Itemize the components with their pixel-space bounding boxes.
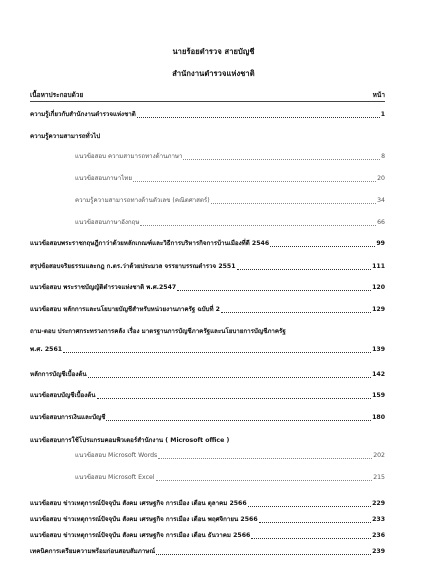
toc-header-divider xyxy=(30,101,385,102)
toc-entry-page: 239 xyxy=(372,548,385,555)
toc-entry-page: 202 xyxy=(373,452,385,459)
dot-leader xyxy=(221,312,371,313)
toc-entry xyxy=(30,532,385,540)
toc-entry-label: แนวข้อสอบ ความสามารถทางด้านภาษา xyxy=(75,153,183,160)
toc-entry-page: 180 xyxy=(372,414,385,421)
dot-leader xyxy=(248,506,371,507)
dot-leader xyxy=(133,181,376,182)
dot-leader xyxy=(140,225,376,226)
toc-header-contents: เนื้อหาประกอบด้วย xyxy=(30,91,84,99)
toc-entry-page: 229 xyxy=(372,500,385,507)
toc-entry-page: 139 xyxy=(372,346,385,353)
dot-leader xyxy=(183,159,380,160)
toc-entry xyxy=(30,371,385,379)
toc-entry-label: แนวข้อสอบพระราชกฤษฎีกาว่าด้วยหลักเกณฑ์และวิธีการบริหารกิจการบ้านเมืองที่ดี 2546 xyxy=(30,240,270,247)
dot-leader xyxy=(177,290,371,291)
toc-entry-label: แนวข้อสอบ Microsoft Excel xyxy=(75,474,155,481)
toc-entry-page: 142 xyxy=(372,371,385,378)
toc-entry-page: 66 xyxy=(377,219,385,226)
toc-entry xyxy=(30,284,385,292)
dot-leader xyxy=(270,246,375,247)
toc-entry-page: 215 xyxy=(373,474,385,481)
dot-leader xyxy=(137,117,380,118)
toc-sub-entry xyxy=(75,219,385,227)
toc-entry-label: พ.ศ. 2561 xyxy=(30,346,63,353)
toc-entry-label: ความรู้เกี่ยวกับสำนักงานตำรวจแห่งชาติ xyxy=(30,111,136,118)
toc-entry-page: 1 xyxy=(380,111,385,118)
toc-entry-label: แนวข้อสอบ พระราชบัญญัติตำรวจแห่งชาติ พ.ศ.2547 xyxy=(30,284,177,291)
toc-entry-label: แนวข้อสอบ ข่าวเหตุการณ์ปัจจุบัน สังคม เศรษฐกิจ การเมือง เดือน ธันวาคม 2566 xyxy=(30,532,251,539)
dot-leader xyxy=(211,203,376,204)
toc-entry-page: 120 xyxy=(372,284,385,291)
toc-entry-label: เทคนิคการเตรียมความพร้อมก่อนสอบสัมภาษณ์ xyxy=(30,548,156,555)
toc-header xyxy=(30,90,385,100)
toc-entry-label: แนวข้อสอบบัญชีเบื้องต้น xyxy=(30,392,96,399)
toc-entry-label: แนวข้อสอบการเงินและบัญชี xyxy=(30,414,106,421)
toc-entry xyxy=(30,548,385,556)
toc-sub-entry xyxy=(75,197,385,205)
toc-section-heading: ความรู้ความสามารถทั่วไป xyxy=(30,133,101,140)
toc-entry-page: 34 xyxy=(377,197,385,204)
toc-entry-label: แนวข้อสอบภาษาอังกฤษ xyxy=(75,219,140,226)
document-title: นายร้อยตำรวจ สายบัญชี xyxy=(172,47,255,56)
toc-entry-page: 20 xyxy=(377,175,385,182)
toc-entry xyxy=(30,111,385,119)
toc-entry xyxy=(30,346,385,354)
toc-sub-entry xyxy=(75,452,385,460)
toc-entry-label: แนวข้อสอบ ข่าวเหตุการณ์ปัจจุบัน สังคม เศรษฐกิจ การเมือง เดือน พฤศจิกายน 2566 xyxy=(30,516,258,523)
toc-entry xyxy=(30,500,385,508)
toc-entry-label: หลักการบัญชีเบื้องต้น xyxy=(30,371,87,378)
dot-leader xyxy=(156,480,373,481)
toc-entry-page: 159 xyxy=(372,392,385,399)
toc-entry xyxy=(30,516,385,524)
dot-leader xyxy=(251,538,371,539)
dot-leader xyxy=(88,377,371,378)
toc-entry-label: แนวข้อสอบ ข่าวเหตุการณ์ปัจจุบัน สังคม เศรษฐกิจ การเมือง เดือน ตุลาคม 2566 xyxy=(30,500,247,507)
dot-leader xyxy=(63,352,371,353)
toc-entry-page: 111 xyxy=(372,263,385,270)
toc-sub-entry xyxy=(75,175,385,183)
toc-entry xyxy=(30,240,385,248)
toc-entry-page: 129 xyxy=(372,306,385,313)
dot-leader xyxy=(259,522,371,523)
toc-entry-label: แนวข้อสอบภาษาไทย xyxy=(75,175,132,182)
toc-entry xyxy=(30,392,385,400)
dot-leader xyxy=(158,458,372,459)
dot-leader xyxy=(97,398,372,399)
toc-entry-page: 236 xyxy=(372,532,385,539)
toc-section-heading: แนวข้อสอบการใช้โปรแกรมคอมพิวเตอร์สำนักงาน ( Microsoft office ) xyxy=(30,437,230,444)
toc-entry xyxy=(30,306,385,314)
toc-entry-page: 8 xyxy=(381,153,385,160)
toc-header-page: หน้า xyxy=(372,91,385,99)
toc-sub-entry xyxy=(75,153,385,161)
toc-entry-label: แนวข้อสอบ หลักการและนโยบายบัญชีสำหรับหน่วยงานภาครัฐ ฉบับที่ 2 xyxy=(30,306,220,313)
toc-entry-multiline-first: ถาม-ตอบ ประกาศกระทรวงการคลัง เรื่อง มาตรฐานการบัญชีภาครัฐและนโยบายการบัญชีภาครัฐ xyxy=(30,328,286,335)
toc-entry-label: ความรู้ความสามารถทางด้านตัวเลข (คณิตศาสตร์) xyxy=(75,197,210,204)
toc-entry-label: แนวข้อสอบ Microsoft Words xyxy=(75,452,158,459)
document-subtitle: สำนักงานตำรวจแห่งชาติ xyxy=(172,69,255,78)
toc-entry-page: 233 xyxy=(372,516,385,523)
toc-entry-label: สรุปข้อสอบจริยธรรมและกฎ ก.ตร.ว่าด้วยประมวล จรรยาบรรณตำรวจ 2551 xyxy=(30,263,236,270)
toc-entry-page: 99 xyxy=(376,240,385,247)
dot-leader xyxy=(106,420,371,421)
toc-sub-entry xyxy=(75,474,385,482)
dot-leader xyxy=(237,269,372,270)
toc-entry xyxy=(30,263,385,271)
toc-entry xyxy=(30,414,385,422)
dot-leader xyxy=(156,554,371,555)
